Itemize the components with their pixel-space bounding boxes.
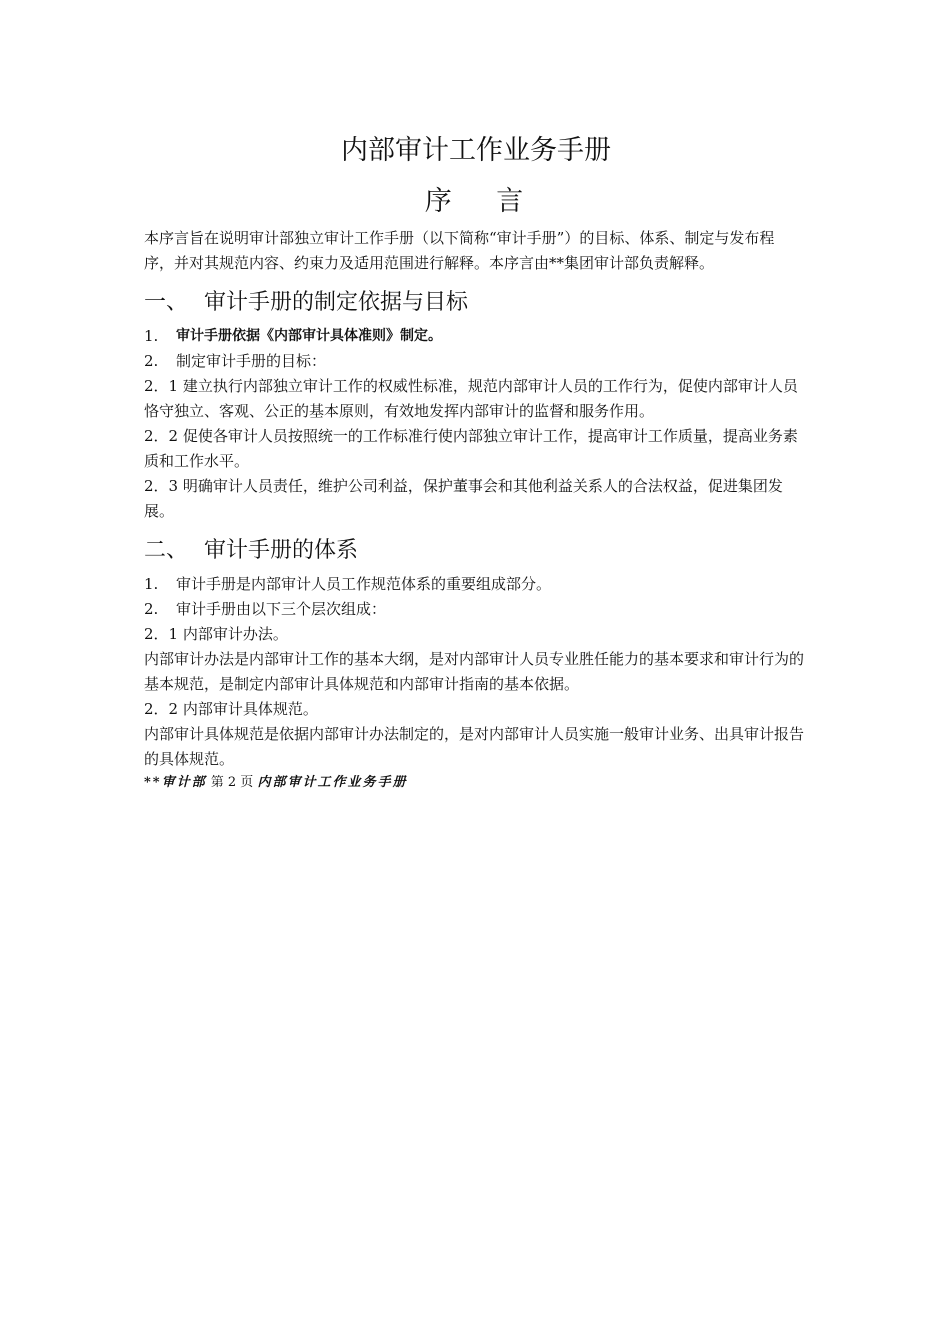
item-number: 2. <box>144 352 159 370</box>
item-text: 制定审计手册的目标： <box>176 352 327 370</box>
intro-paragraph: 本序言旨在说明审计部独立审计工作手册（以下简称“审计手册”）的目标、体系、制定与发布程序，并对其规范内容、约束力及适用范围进行解释。本序言由**集团审计部负责解释。 <box>144 229 775 272</box>
section-2-para-2-2-heading: 2．2 内部审计具体规范。 <box>144 700 318 718</box>
preface-title: 序 言 <box>424 186 542 217</box>
section-2-heading <box>144 534 804 568</box>
section-2-title: 审计手册的体系 <box>204 538 359 563</box>
section-1-title: 审计手册的制定依据与目标 <box>204 290 469 315</box>
section-2-para-2-1-body: 内部审计办法是内部审计工作的基本大纲，是对内部审计人员专业胜任能力的基本要求和审计行为的基本规范，是制定内部审计具体规范和内部审计指南的基本依据。 <box>144 650 805 693</box>
section-1-para-2-2: 2．2 促使各审计人员按照统一的工作标准行使内部独立审计工作，提高审计工作质量，提高业务素质和工作水平。 <box>144 427 798 470</box>
document-title: 内部审计工作业务手册 <box>341 135 611 166</box>
section-1-para-2-1: 2．1 建立执行内部独立审计工作的权威性标准，规范内部审计人员的工作行为，促使内部审计人员恪守独立、客观、公正的基本原则，有效地发挥内部审计的监督和服务作用。 <box>144 377 798 420</box>
section-1-heading <box>144 286 804 320</box>
item-number: 1. <box>144 575 159 593</box>
item-number: 1. <box>144 327 159 345</box>
section-1-number: 一、 <box>144 290 189 315</box>
item-text: 审计手册由以下三个层次组成： <box>176 600 387 618</box>
page-footer <box>144 772 804 794</box>
footer-dept: **审计部 <box>144 775 207 790</box>
section-2-number: 二、 <box>144 538 189 563</box>
section-2-para-2-1-heading: 2．1 内部审计办法。 <box>144 625 288 643</box>
item-number: 2. <box>144 600 159 618</box>
section-2-item-2 <box>144 597 804 622</box>
document-page <box>144 130 804 794</box>
section-1-item-2 <box>144 349 804 374</box>
footer-title: 内部审计工作业务手册 <box>257 775 408 790</box>
item-text: 审计手册是内部审计人员工作规范体系的重要组成部分。 <box>176 575 552 593</box>
section-1-para-2-3: 2．3 明确审计人员责任，维护公司利益，保护董事会和其他利益关系人的合法权益，促进集团发展。 <box>144 477 783 520</box>
item-text: 审计手册依据《内部审计具体准则》制定。 <box>176 328 442 344</box>
section-2-para-2-2-body: 内部审计具体规范是依据内部审计办法制定的，是对内部审计人员实施一般审计业务、出具审计报告的具体规范。 <box>144 725 805 768</box>
section-2-item-1 <box>144 572 804 597</box>
footer-page-number: 第 2 页 <box>210 775 254 790</box>
section-1-item-1 <box>144 324 804 349</box>
